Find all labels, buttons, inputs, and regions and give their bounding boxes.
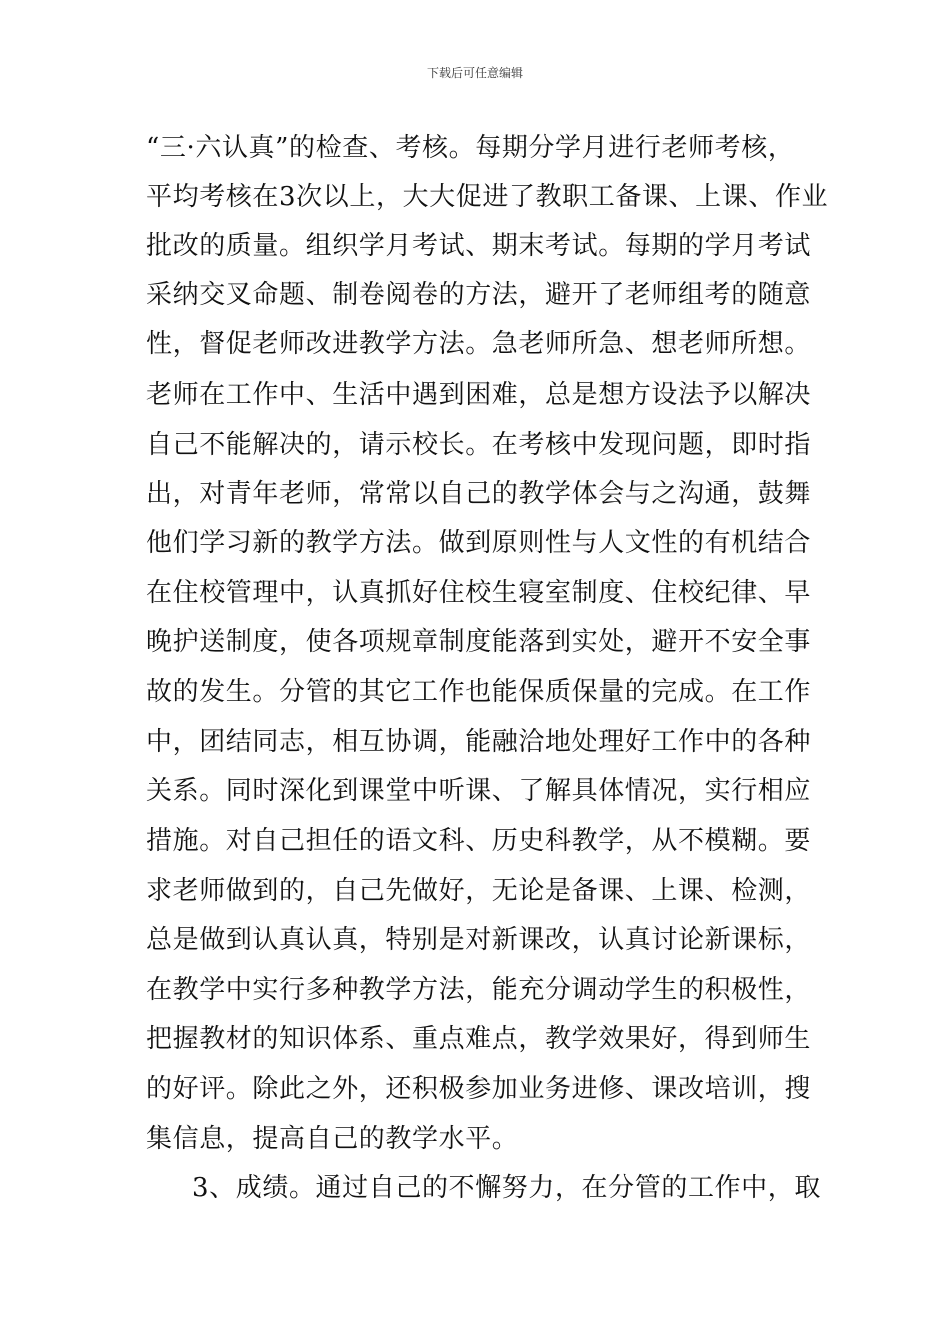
text-line: 求老师做到的，自己先做好，无论是备课、上课、检测， — [146, 876, 812, 906]
text-line: 晚护送制度，使各项规章制度能落到实处，避开不安全事 — [146, 627, 812, 657]
text-line: 3、成绩。通过自己的不懈努力，在分管的工作中，取 — [192, 1173, 821, 1203]
text-line: 故的发生。分管的其它工作也能保质保量的完成。在工作 — [146, 677, 812, 707]
text-line: 平均考核在3次以上，大大促进了教职工备课、上课、作业 — [146, 182, 829, 212]
text-line: 自己不能解决的，请示校长。在考核中发现问题，即时指 — [146, 430, 812, 460]
text-line: 老师在工作中、生活中遇到困难，总是想方设法予以解决 — [146, 380, 812, 410]
text-line: 的好评。除此之外，还积极参加业务进修、课改培训，搜 — [146, 1074, 812, 1104]
text-line: 中，团结同志，相互协调，能融洽地处理好工作中的各种 — [146, 727, 812, 757]
text-line: 关系。同时深化到课堂中听课、了解具体情况，实行相应 — [146, 776, 812, 806]
text-line: 批改的质量。组织学月考试、期末考试。每期的学月考试 — [146, 231, 812, 261]
text-line: 在教学中实行多种教学方法，能充分调动学生的积极性， — [146, 975, 812, 1005]
text-line: 出，对青年老师，常常以自己的教学体会与之沟通，鼓舞 — [146, 479, 812, 509]
text-line: 性，督促老师改进教学方法。急老师所急、想老师所想。 — [146, 329, 812, 359]
text-line: 采纳交叉命题、制卷阅卷的方法，避开了老师组考的随意 — [146, 280, 812, 310]
text-line: 总是做到认真认真，特别是对新课改，认真讨论新课标， — [146, 925, 812, 955]
text-line: 他们学习新的教学方法。做到原则性与人文性的有机结合 — [146, 528, 812, 558]
text-line: “三·六认真”的检查、考核。每期分学月进行老师考核， — [146, 133, 795, 163]
text-line: 集信息，提高自己的教学水平。 — [146, 1124, 519, 1154]
page-header: 下载后可任意编辑 — [426, 66, 523, 80]
text-line: 措施。对自己担任的语文科、历史科教学，从不模糊。要 — [146, 826, 812, 856]
text-line: 把握教材的知识体系、重点难点，教学效果好，得到师生 — [146, 1024, 812, 1054]
text-line: 在住校管理中，认真抓好住校生寝室制度、住校纪律、早 — [146, 578, 812, 608]
